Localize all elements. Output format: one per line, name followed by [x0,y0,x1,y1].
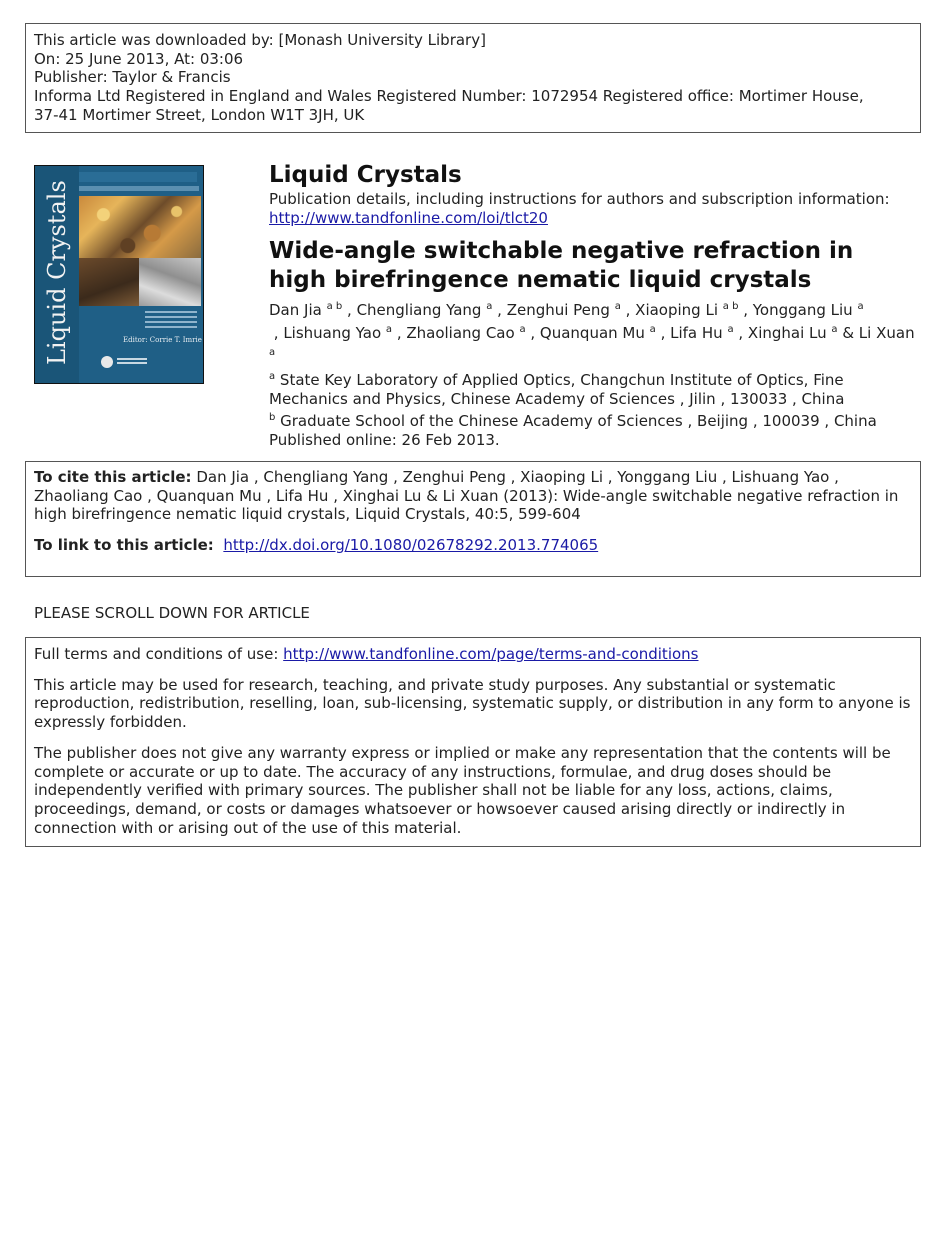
terms-line [34,645,912,664]
download-info-box [25,23,921,133]
terms-paragraph-usage: This article may be used for research, teaching, and private study purposes. Any substantial or systematic reproduction, redistribution, reselling, loan, sub-licensing, systematic supply, or distribution in any form to anyone is expressly forbidden. [34,675,911,732]
journal-cover-image [34,165,204,384]
cover-texture-image [79,196,201,258]
author-name: Chengliang Yang [356,301,482,320]
terms-link[interactable]: http://www.tandfonline.com/page/terms-and-conditions [283,645,699,663]
author-list [269,299,919,368]
scroll-notice: PLEASE SCROLL DOWN FOR ARTICLE [34,604,310,622]
author-separator: , [492,301,507,320]
article-link-row [34,536,912,555]
author-affiliation-mark: a [486,301,493,313]
terms-paragraph-warranty: The publisher does not give any warranty express or implied or make any representation that the contents will be complete or accurate or up to date. The accuracy of any instructions, formulae, and drug doses should be independently verified with primary sources. The publisher shall not be liable for any loss, actions, claims, proceedings, demand, or costs or damages whatsoever or howsoever caused arising directly or indirectly in connection with or arising out of the use of this material. [34,743,891,837]
cover-editor: Editor: Corrie T. Imrie [123,336,202,344]
author-affiliation-mark: a [831,324,838,336]
journal-link[interactable]: http://www.tandfonline.com/loi/tlct20 [269,208,548,227]
article-doi-link[interactable]: http://dx.doi.org/10.1080/02678292.2013.774065 [223,536,599,555]
author-separator: , [738,301,753,320]
cover-texture-image-3 [139,258,201,306]
author-separator: , [655,324,671,343]
cover-text-lines [145,311,197,331]
author-separator: , [525,324,540,343]
citation-box [25,461,921,577]
citation-label: To cite this article: [34,468,192,486]
affiliation-text: State Key Laboratory of Applied Optics, Changchun Institute of Optics, Fine Mechanics and Physics, Chinese Academy of Sciences , Jilin , 130033 , China [269,371,845,409]
author-name: Dan Jia [269,301,322,320]
author-name: Yonggang Liu [752,301,853,320]
author-name: Xinghai Lu [747,324,827,343]
author-name: Lishuang Yao [283,324,382,343]
affiliation-b [269,412,919,431]
author-affiliation-mark: a [727,324,734,336]
author-separator: , [269,324,284,343]
author-separator: , [733,324,748,343]
published-online: Published online: 26 Feb 2013. [269,430,500,449]
cover-spine-title: Liquid Crystals [43,180,71,365]
cover-texture-image-2 [79,258,139,306]
citation-text: Dan Jia , Chengliang Yang , Zenghui Peng , Xiaoping Li , Yonggang Liu , Lishuang Yao , Zhaoliang Cao , Quanquan Mu , Lifa Hu , Xinghai Lu & Li Xuan (2013): Wide-angle switchable negative refraction in high birefringence nematic liquid crystals, Liquid Crystals, 40:5, 599-604 [34,468,899,524]
author-separator: , [620,301,636,320]
author-affiliation-mark: a b [722,301,739,313]
author-name: Lifa Hu [670,324,723,343]
registered-office: Informa Ltd Registered in England and Wales Registered Number: 1072954 Registered office: Mortimer House, [34,87,864,106]
author-name: Zenghui Peng [506,301,610,320]
article-title: Wide-angle switchable negative refraction in high birefringence nematic liquid crystals [269,238,854,294]
cover-top-band [79,172,197,182]
affiliation-text: Graduate School of the Chinese Academy of Sciences , Beijing , 100039 , China [280,411,877,430]
author-name: Li Xuan [858,324,915,343]
terms-box [25,637,921,847]
author-affiliation-mark: a b [326,301,343,313]
citation [34,468,912,524]
author-affiliation-mark: a [519,324,526,336]
author-separator: , [342,301,357,320]
publication-details: Publication details, including instructions for authors and subscription information: [269,190,890,208]
journal-title: Liquid Crystals [269,162,462,188]
publisher: Publisher: Taylor & Francis [34,68,231,87]
author-affiliation-mark: a [857,301,864,313]
terms-label: Full terms and conditions of use: [34,645,279,663]
registered-address: 37-41 Mortimer Street, London W1T 3JH, UK [34,105,365,124]
author-separator: , [392,324,407,343]
author-affiliation-mark: a [614,301,621,313]
author-name: Zhaoliang Cao [406,324,515,343]
author-separator: & [837,324,859,343]
affiliation-mark: a [269,371,276,383]
publisher-logo-text [117,358,147,366]
cover-subtitle-strip [79,186,199,191]
publisher-logo-icon [101,356,113,368]
author-affiliation-mark: a [269,347,276,359]
author-affiliation-mark: a [649,324,656,336]
affiliation-mark: b [269,411,276,423]
journal-header [269,160,929,449]
download-line: This article was downloaded by: [Monash University Library] [34,31,486,49]
author-name: Quanquan Mu [539,324,645,343]
author-affiliation-mark: a [385,324,393,336]
download-date: On: 25 June 2013, At: 03:06 [34,49,244,68]
author-name: Xiaoping Li [635,301,718,320]
affiliation-a [269,371,919,408]
article-link-label: To link to this article: [34,536,214,555]
